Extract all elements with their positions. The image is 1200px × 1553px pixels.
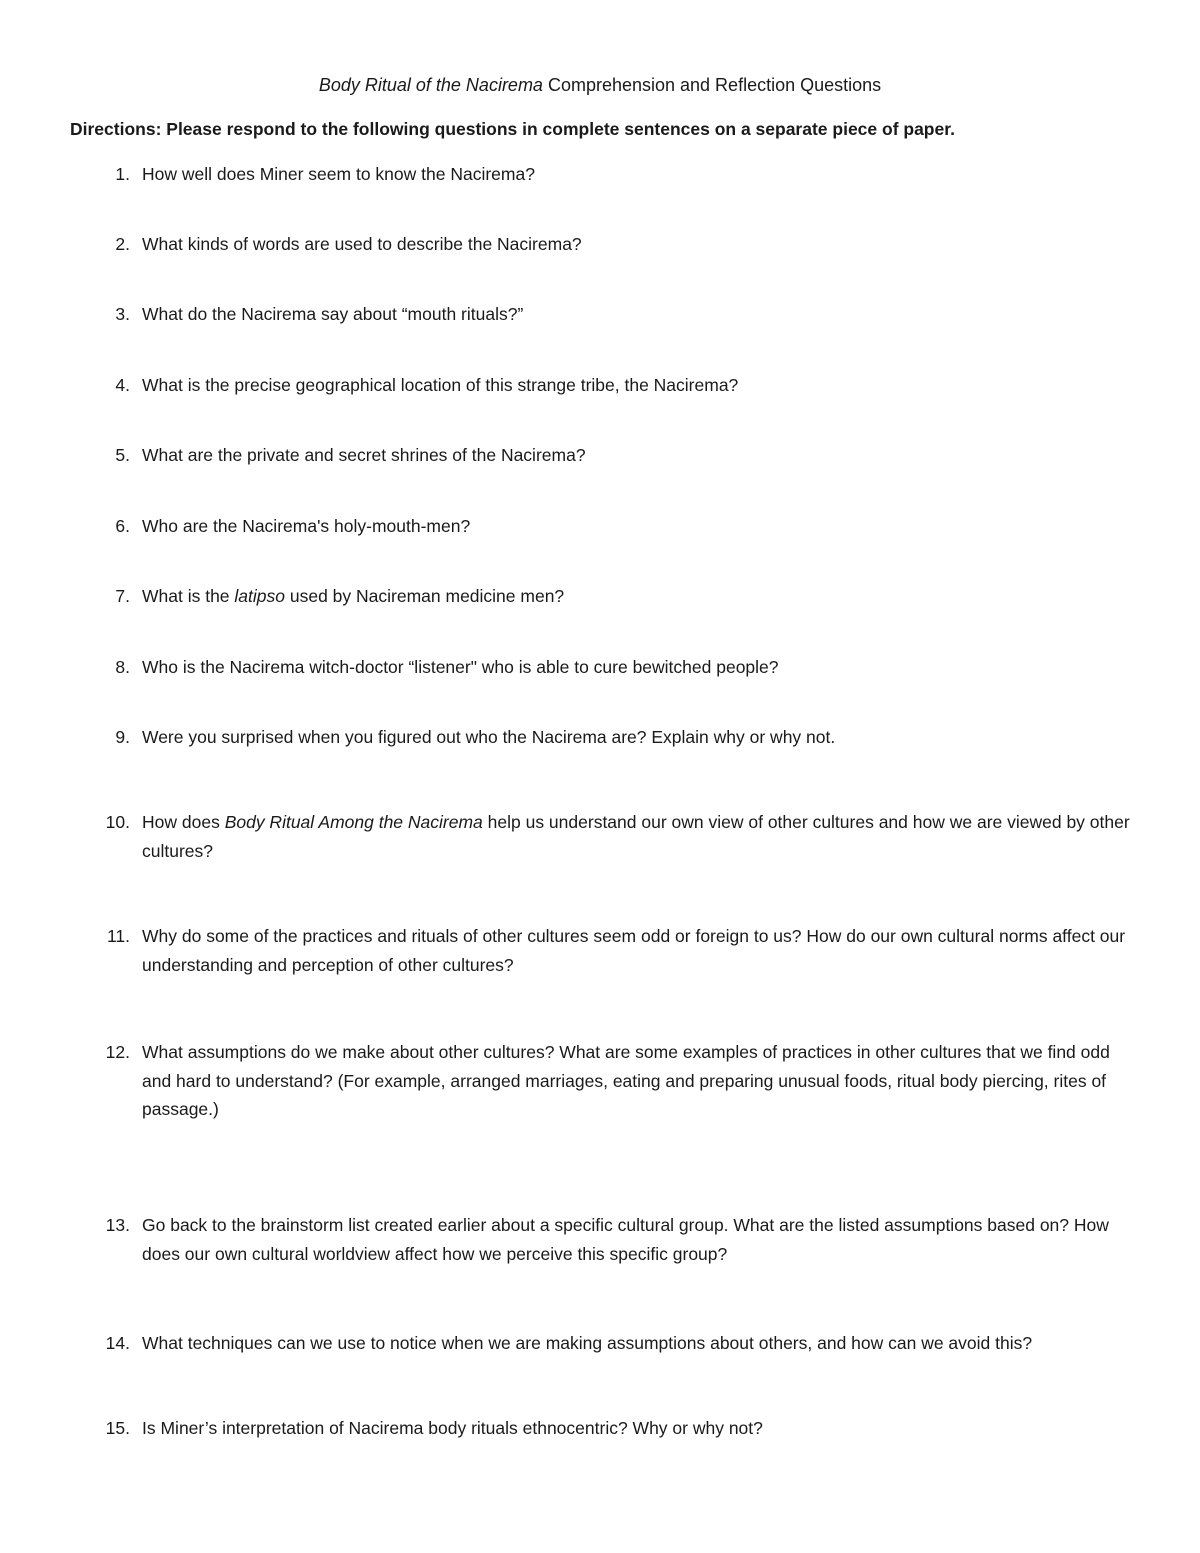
question-text — [142, 582, 1132, 611]
question-number: 2. — [115, 234, 130, 254]
question-number: 11. — [106, 926, 130, 946]
question-number: 1. — [115, 164, 130, 184]
question-text-italic: latipso — [234, 586, 285, 606]
question-number: 9. — [115, 727, 130, 747]
question-text: What kinds of words are used to describe the Nacirema? — [142, 234, 582, 254]
question-text: Is Miner’s interpretation of Nacirema body rituals ethnocentric? Why or why not? — [142, 1418, 763, 1438]
directions-text: Directions: Please respond to the following questions in complete sentences on a separate piece of paper. — [70, 119, 955, 139]
question-number: 5. — [115, 445, 130, 465]
question-number: 8. — [115, 657, 130, 677]
question-text: Why do some of the practices and rituals of other cultures seem odd or foreign to us? How do our own cultural norms affect our understanding and perception of other cultures? — [142, 926, 1126, 975]
question-text: What is the precise geographical location of this strange tribe, the Nacirema? — [142, 375, 739, 395]
question-number: 13. — [105, 1215, 130, 1235]
question-number: 3. — [115, 304, 130, 324]
question-number: 15. — [105, 1418, 130, 1438]
question-text: Go back to the brainstorm list created earlier about a specific cultural group. What are the listed assumptions based on? How does our own cultural worldview affect how we perceive this specific group? — [142, 1215, 1109, 1264]
question-text: Who is the Nacirema witch-doctor “listener" who is able to cure bewitched people? — [142, 657, 779, 677]
question-number: 6. — [115, 516, 130, 536]
question-number: 4. — [115, 375, 130, 395]
question-number: 12. — [105, 1042, 130, 1062]
question-text-pre: What is the — [142, 586, 235, 606]
question-text: Who are the Nacirema's holy-mouth-men? — [142, 516, 471, 536]
question-text-italic: Body Ritual Among the Nacirema — [224, 812, 483, 832]
question-text: What are the private and secret shrines of the Nacirema? — [142, 445, 586, 465]
question-text-pre: How does — [142, 812, 225, 832]
question-text-post: used by Nacireman medicine men? — [285, 586, 565, 606]
question-text-post: help us understand our own view of other cultures and how we are viewed by other cultures? — [142, 812, 1130, 861]
title-rest: Comprehension and Reflection Questions — [542, 75, 882, 95]
question-text: What techniques can we use to notice when we are making assumptions about others, and how can we avoid this? — [142, 1333, 1033, 1353]
page-title — [0, 72, 1200, 98]
question-number: 10. — [105, 812, 130, 832]
title-italic: Body Ritual of the Nacirema — [318, 75, 543, 95]
question-text: How well does Miner seem to know the Nacirema? — [142, 164, 535, 184]
question-text: Were you surprised when you figured out who the Nacirema are? Explain why or why not. — [142, 727, 836, 747]
question-text: What assumptions do we make about other cultures? What are some examples of practices in other cultures that we find odd and hard to understand? (For example, arranged marriages, eating and preparing unusual foods, ritual body piercing, rites of passage.) — [142, 1042, 1110, 1119]
question-number: 14. — [105, 1333, 130, 1353]
question-text: What do the Nacirema say about “mouth rituals?” — [142, 304, 524, 324]
question-number: 7. — [115, 586, 130, 606]
question-text — [142, 808, 1132, 865]
